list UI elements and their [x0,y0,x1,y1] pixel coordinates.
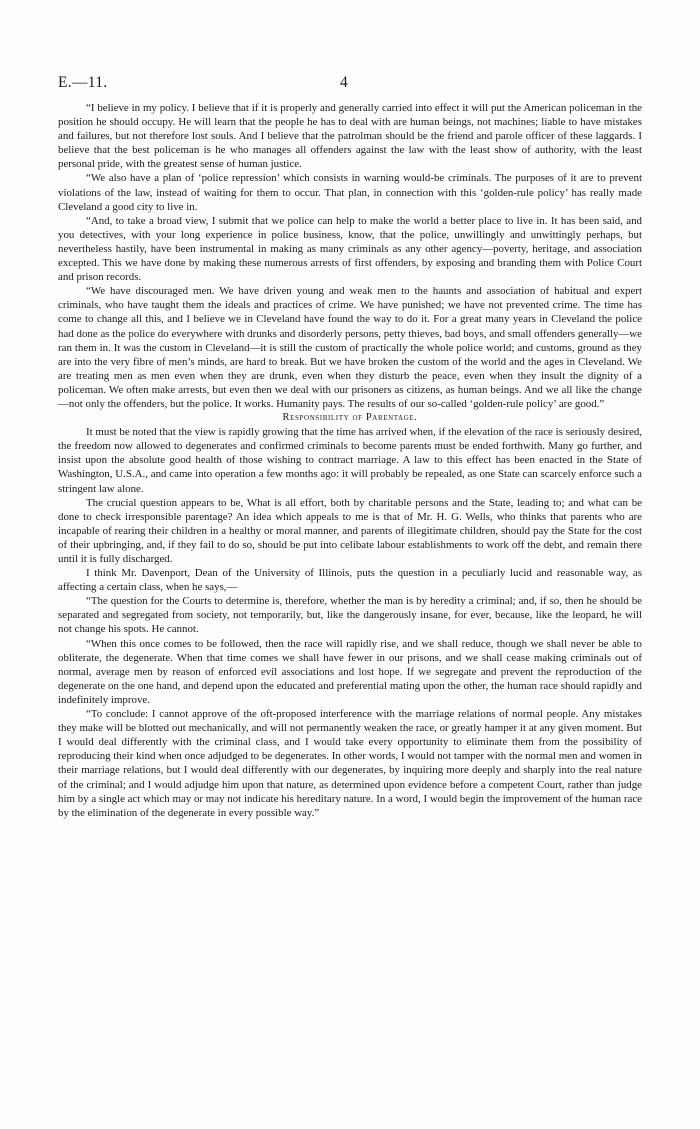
page-header [58,74,642,94]
paragraph: “We have discouraged men. We have driven young and weak men to the haunts and association of habitual and expert criminals, who have taught them the ideals and practices of crime. We have punished; we have not prevented crime. The time has come to change all this, and I believe we in Cleveland have found the way to do it. For a great many years in Cleveland the police had done as the police do everywhere with drunks and disorderly persons, petty thieves, bad boys, and small offenders generally—we ran them in. It was the custom in Cleveland—it is still the custom of practically the whole police world; and customs, ground as they are into the very fibre of men’s minds, are hard to break. But we have broken the custom of the world and the ages in Cleveland. We are treating men as men even when they are drunk, even when they disturb the peace, even when they insult the dignity of a policeman. We often make arrests, but even then we deal with our prisoners as citizens, as human beings. And we all like the change—not only the offenders, but the police. It works. Humanity pays. The results of our so-called ‘golden-rule policy’ are good.” [58,285,642,410]
paragraph: “To conclude: I cannot approve of the oft-proposed interference with the marriage relations of normal people. Any mistakes they make will be blotted out mechanically, and will not permanently weaken the race, or greatly hamper it at any given moment. But I would deal differently with the criminal class, and I would take every opportunity to eliminate them from the possibility of reproducing their kind when once adjudged to be degenerates. In other words, I would not tamper with the normal men and women in their marriage relations, but I would deal differently with our degenerates, by inquiring more deeply and sharply into the real nature of the criminal; and I would adjudge him upon that nature, as determined upon evidence before a competent Court, rather than judge him by a single act which may or may not indicate his hereditary nature. In a word, I would begin the improvement of the human race by the elimination of the degenerate in every possible way.” [58,708,642,819]
page-number: 4 [340,74,349,91]
document-reference: E.—11. [58,74,108,91]
section-heading: Responsibility of Parentage. [282,412,418,424]
paragraph: “And, to take a broad view, I submit that we police can help to make the world a better place to live in. It has been said, and you detectives, with your long experience in police business, know, that the police, unwillingly and unwittingly perhaps, but nevertheless hastily, have been instrumental in making as many criminals as any other agency—poverty, heritage, and association excepted. This we have done by making these numerous arrests of first offenders, by exposing and branding them with Police Court and prison records. [58,214,642,284]
page-body [58,101,642,820]
paragraph: I think Mr. Davenport, Dean of the University of Illinois, puts the question in a peculiarly lucid and reasonable way, as affecting a certain class, when he says,— [58,567,642,594]
paragraph: “The question for the Courts to determine is, therefore, whether the man is by heredity a criminal; and, if so, then he should be separated and segregated from society, not temporarily, but, like the dangerously insane, for ever, because, like the leopard, he will not change his spots. He cannot. [58,595,642,636]
paragraph: The crucial question appears to be, What is all effort, both by charitable persons and the State, leading to; and what can be done to check irresponsible parentage? An idea which appeals to me is that of Mr. H. G. Wells, who thinks that parents who are incapable of rearing their children in a healthy or moral manner, and parents of illegitimate children, should pay the State for the cost of their upbringing, and, if they fail to do so, should be put into celibate labour establishments to work off the debt, and remain there until it is fully discharged. [58,496,642,565]
paragraph: “When this once comes to be followed, then the race will rapidly rise, and we shall reduce, though we shall never be able to obliterate, the degenerate. When that time comes we shall have fewer in our prisons, and we shall cease making criminals out of normal, average men by reason of enforced evil associations and lost hope. If we segregate and prevent the reproduction of the degenerate on the one hand, and depend upon the educated and preferential mating upon the other, the human race should rapidly and indefinitely improve. [58,637,642,706]
paragraph: “We also have a plan of ‘police repression’ which consists in warning would-be criminals. The purposes of it are to prevent violations of the law, instead of waiting for them to occur. That plan, in connection with this ‘golden-rule policy’ has really made Cleveland a good city to live in. [58,172,642,213]
paragraph: It must be noted that the view is rapidly growing that the time has arrived when, if the elevation of the race is seriously desired, the freedom now allowed to degenerates and confirmed criminals to become parents must be ended forthwith. Many go further, and insist upon the absolute good health of those wishing to contract marriage. A law to this effect has been enacted in the State of Washington, U.S.A., and came into operation a few months ago: it will probably be repealed, as one State can scarcely enforce such a stringent law alone. [58,426,642,495]
paragraph: “I believe in my policy. I believe that if it is properly and generally carried into effect it will put the American policeman in the position he should occupy. He will learn that the people he has to deal with are human beings, not machines; liable to have mistakes and failures, but not therefore lost souls. And I believe that the patrolman should be the friend and parole officer of these laggards. I believe that the best policeman is he who manages all offenders against the law with the least show of authority, with the least personal pride, with the greatest sense of human justice. [58,102,642,171]
